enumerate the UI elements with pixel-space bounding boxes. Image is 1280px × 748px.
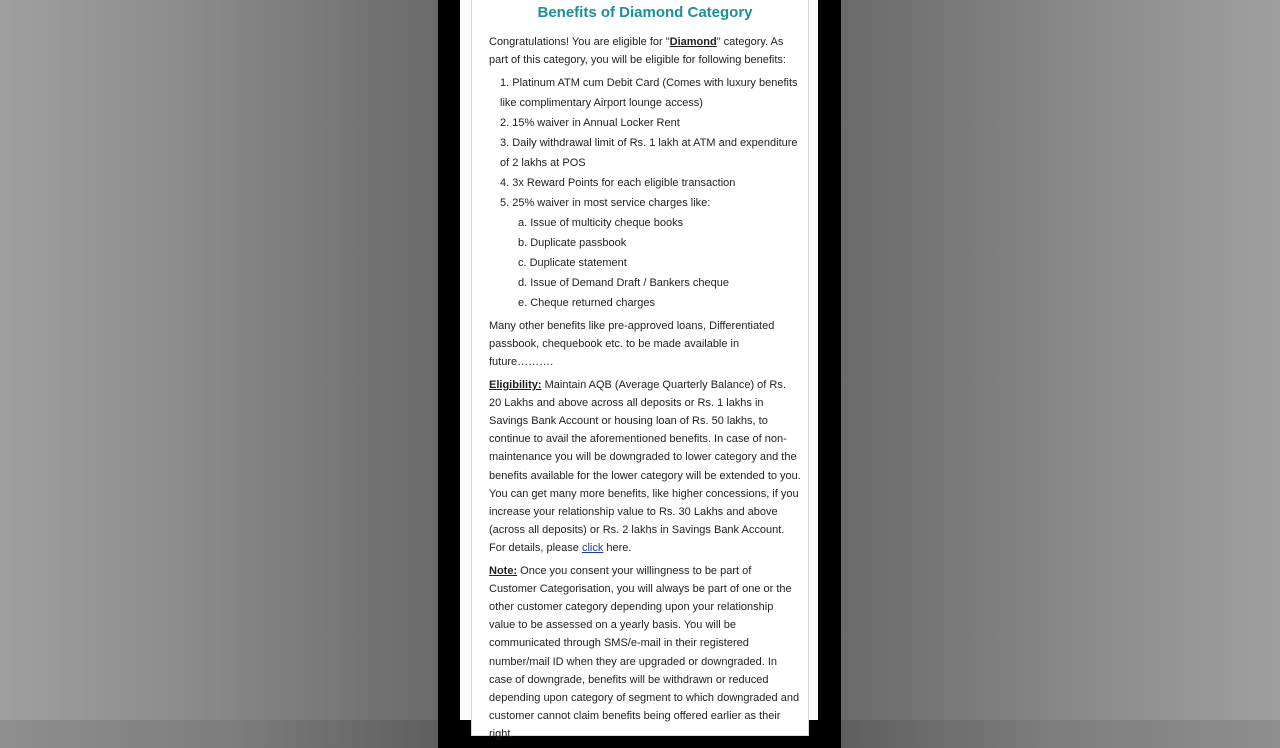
document-screen[interactable] [460,0,818,741]
document-content [489,3,801,748]
eligibility-paragraph [489,376,801,558]
list-item: a. Issue of multicity cheque books [518,217,684,229]
background-right [841,0,1280,720]
list-item: c. Duplicate statement [518,257,627,269]
list-item: 3. Daily withdrawal limit of Rs. 1 lakh at ATM and expenditure of 2 lakhs at POS [500,137,798,169]
list-item: b. Duplicate passbook [518,237,627,249]
intro-suffix: " category. As part of this category, you will be eligible for following benefits: [489,36,786,66]
page-title: Benefits of Diamond Category [537,4,753,21]
background-left [0,0,438,720]
category-name: Diamond [669,36,717,48]
details-link[interactable]: click [581,542,604,555]
list-item: d. Issue of Demand Draft / Bankers cheque [518,277,729,289]
note-paragraph [489,562,801,744]
other-benefits-paragraph: Many other benefits like pre-approved loans, Differentiated passbook, chequebook etc. to be made available in future………. [489,320,775,369]
service-charges-heading: 5. 25% waiver in most service charges like: [500,197,711,209]
eligibility-end: here. [603,542,632,555]
eligibility-label: Eligibility: [489,378,542,391]
intro-paragraph [489,33,801,69]
benefits-list [489,73,801,313]
service-charges-list [500,213,801,313]
list-item: 1. Platinum ATM cum Debit Card (Comes with luxury benefits like complimentary Airport lounge access) [500,77,798,109]
list-item: 4. 3x Reward Points for each eligible transaction [500,177,736,189]
document-card [471,0,809,741]
eligibility-text: Maintain AQB (Average Quarterly Balance) of Rs. 20 Lakhs and above across all deposits or Rs. 1 lakhs in Savings Bank Account or housing loan of Rs. 50 lakhs, to continue to avail the aforementioned benefits. In case of non-maintenance you will be downgraded to lower category and the benefits available for the lower category will be extended to you. You can get many more benefits, like higher concessions, if you increase your relationship value to Rs. 30 Lakhs and above (across all deposits) or Rs. 2 lakhs in Savings Bank Account. For details, please [489,378,801,555]
note-text: Once you consent your willingness to be part of Customer Categorisation, you will always be part of one or the other customer category depending upon your relationship value to be assessed on a yearly basis. You will be communicated through SMS/e-mail in their registered number/mail ID when they are upgraded or downgraded. In case of downgrade, benefits will be withdrawn or reduced depending upon category of segment to which downgraded and customer cannot claim benefits being offered earlier as their right. [489,564,800,741]
list-item: 2. 15% waiver in Annual Locker Rent [500,117,680,129]
list-item [500,193,801,313]
note-label: Note: [489,564,518,577]
list-item: e. Cheque returned charges [518,297,655,309]
intro-prefix: Congratulations! You are eligible for " [489,36,670,48]
